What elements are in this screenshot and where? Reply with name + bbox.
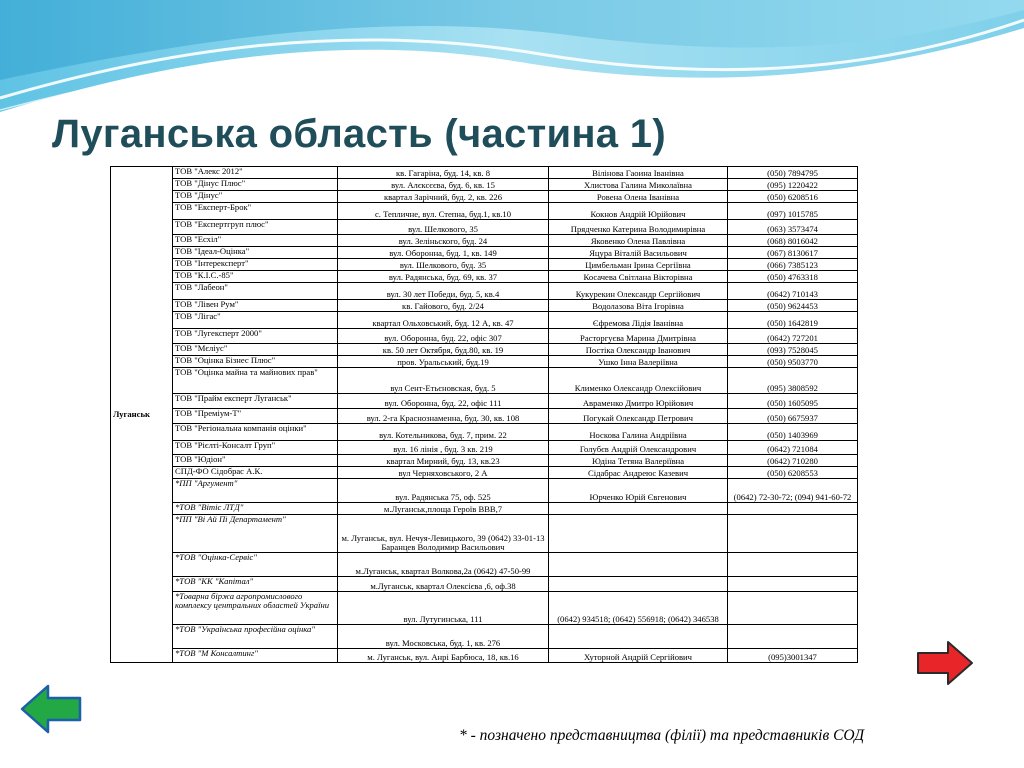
name-cell: *ТОВ "М Консалтинг" (173, 649, 338, 663)
table-row (111, 553, 858, 577)
name-cell: ТОВ "К.І.С.-85" (173, 271, 338, 283)
phone-cell (728, 503, 858, 515)
wave-header-decoration (0, 0, 1024, 120)
table-row (111, 441, 858, 455)
address-cell: квартал Ольховський, буд. 12 А, кв. 47 (338, 312, 549, 329)
table-row (111, 167, 858, 179)
table-row (111, 329, 858, 344)
slide-title: Луганська область (частина 1) (52, 112, 666, 156)
phone-cell: (050) 6208516 (728, 191, 858, 203)
address-cell: вул. Оборонна, буд. 1, кв. 149 (338, 247, 549, 259)
table-row (111, 312, 858, 329)
phone-cell: (067) 8130617 (728, 247, 858, 259)
name-cell: ТОВ "Лугексперт 2000" (173, 329, 338, 344)
phone-cell: (093) 7528045 (728, 344, 858, 356)
phone-cell (728, 592, 858, 625)
phone-cell: (066) 7385123 (728, 259, 858, 271)
director-cell: Єфремова Лідія Іванівна (549, 312, 728, 329)
director-cell: Яковенко Олена Павлівна (549, 235, 728, 247)
next-slide-button[interactable] (916, 640, 974, 686)
address-cell: вул. Оборонна, буд. 22, офіс 111 (338, 394, 549, 409)
name-cell: ТОВ "Алекс 2012" (173, 167, 338, 179)
director-cell: Носкова Галина Андріївна (549, 424, 728, 441)
phone-cell (728, 577, 858, 592)
name-cell: ТОВ "Прайм експерт Луганськ" (173, 394, 338, 409)
director-cell: Яцура Віталій Васильович (549, 247, 728, 259)
address-cell: кв. 50 лет Октября, буд.80, кв. 19 (338, 344, 549, 356)
table-row (111, 344, 858, 356)
phone-cell (728, 515, 858, 553)
director-cell: Ровена Олена Іванівна (549, 191, 728, 203)
address-cell: вул. 16 лінія , буд. 3 кв. 219 (338, 441, 549, 455)
director-cell: Клименко Олександр Олексійович (549, 368, 728, 394)
table-row (111, 503, 858, 515)
table-row (111, 247, 858, 259)
address-cell: вул. Радянська, буд. 69, кв. 37 (338, 271, 549, 283)
registry-table (110, 166, 858, 663)
director-cell: Вілінова Гаоина Іванівна (549, 167, 728, 179)
phone-cell: (068) 8016042 (728, 235, 858, 247)
address-cell: вул. Лутугинська, 111 (338, 592, 549, 625)
director-cell: Цимбельман Ірина Сергіївна (549, 259, 728, 271)
address-cell: вул. Алєксєєва, буд. 6, кв. 15 (338, 179, 549, 191)
name-cell: ТОВ "Есхіл" (173, 235, 338, 247)
director-cell: Косачева Світлана Вікторівна (549, 271, 728, 283)
name-cell: ТОВ "Лігас" (173, 312, 338, 329)
name-cell: ТОВ "Мєліус" (173, 344, 338, 356)
table-row (111, 424, 858, 441)
name-cell: ТОВ "Дінус Плюс" (173, 179, 338, 191)
phone-cell: (050) 6675937 (728, 409, 858, 424)
address-cell: вул Черняховського, 2 А (338, 467, 549, 479)
name-cell: *Товарна біржа агропромислового комплексу центральних областей України (173, 592, 338, 625)
phone-cell: (050) 6208553 (728, 467, 858, 479)
address-cell: квартал Зарічний, буд. 2, кв. 226 (338, 191, 549, 203)
table-row (111, 625, 858, 649)
address-cell: вул. Котельникова, буд. 7, прим. 22 (338, 424, 549, 441)
address-cell: кв. Гайового, буд. 2/24 (338, 300, 549, 312)
arrow-left-icon (22, 686, 80, 732)
director-cell: Водолазова Віта Ігорівна (549, 300, 728, 312)
director-cell: Авраменко Дмитро Юрійович (549, 394, 728, 409)
table-row (111, 479, 858, 503)
phone-cell: (050) 7894795 (728, 167, 858, 179)
address-cell: вул. Радянська 75, оф. 525 (338, 479, 549, 503)
table-row (111, 409, 858, 424)
address-cell: квартал Мирний, буд. 13, кв.23 (338, 455, 549, 467)
address-cell: вул. Зеліньского, буд. 24 (338, 235, 549, 247)
name-cell: *ПП "Аргумент" (173, 479, 338, 503)
address-cell: вул. 30 лет Победи, буд. 5, кв.4 (338, 283, 549, 300)
name-cell: ТОВ "Оцінка Бізнес Плюс" (173, 356, 338, 368)
director-cell: (0642) 934518; (0642) 556918; (0642) 346538 (549, 592, 728, 625)
director-cell (549, 503, 728, 515)
director-cell: Юдіна Тетяна Валеріївна (549, 455, 728, 467)
director-cell (549, 577, 728, 592)
name-cell: *ТОВ "Вітіс ЛТД" (173, 503, 338, 515)
phone-cell: (050) 9503770 (728, 356, 858, 368)
phone-cell: (0642) 727201 (728, 329, 858, 344)
name-cell: ТОВ "Ідеал-Оцінка" (173, 247, 338, 259)
table-row (111, 577, 858, 592)
director-cell: Сідабрас Андреюс Казевич (549, 467, 728, 479)
director-cell (549, 553, 728, 577)
director-cell: Постіка Олександр Іванович (549, 344, 728, 356)
director-cell: Прядченко Катерина Володимирівна (549, 220, 728, 235)
address-cell: вул. Шелкового, 35 (338, 220, 549, 235)
address-cell: вул Сент-Етьєновская, буд. 5 (338, 368, 549, 394)
name-cell: ТОВ "Експертгруп плюс" (173, 220, 338, 235)
phone-cell: (0642) 710143 (728, 283, 858, 300)
phone-cell: (095)3001347 (728, 649, 858, 663)
table-row (111, 300, 858, 312)
director-cell: Ушко Інна Валеріївна (549, 356, 728, 368)
phone-cell (728, 553, 858, 577)
arrow-right-icon (918, 642, 972, 684)
table-row (111, 467, 858, 479)
phone-cell: (063) 3573474 (728, 220, 858, 235)
table-row (111, 220, 858, 235)
region-cell: Луганськ (111, 167, 173, 663)
name-cell: ТОВ "Дінус" (173, 191, 338, 203)
name-cell: ТОВ "Експерт-Брок" (173, 203, 338, 220)
address-cell: кв. Гагаріна, буд. 14, кв. 8 (338, 167, 549, 179)
name-cell: ТОВ "Лабеон" (173, 283, 338, 300)
phone-cell: (0642) 72-30-72; (094) 941-60-72 (728, 479, 858, 503)
director-cell: Хуторной Андрій Сергійович (549, 649, 728, 663)
phone-cell: (050) 1642819 (728, 312, 858, 329)
address-cell: м.Луганськ,площа Героїв ВВВ,7 (338, 503, 549, 515)
address-cell: вул. Оборонна, буд. 22, офіс 307 (338, 329, 549, 344)
director-cell (549, 515, 728, 553)
name-cell: ТОВ "Регіональна компанія оцінки" (173, 424, 338, 441)
phone-cell: (050) 1605095 (728, 394, 858, 409)
director-cell: Расторгуєва Марина Дмитрівна (549, 329, 728, 344)
name-cell: ТОВ "Рієлті-Консалт Груп" (173, 441, 338, 455)
table-row (111, 649, 858, 663)
director-cell (549, 625, 728, 649)
table-row (111, 271, 858, 283)
name-cell: *ТОВ "КК "Капітал" (173, 577, 338, 592)
phone-cell: (095) 3808592 (728, 368, 858, 394)
address-cell: вул. Шелкового, буд. 35 (338, 259, 549, 271)
address-cell: вул. Московська, буд. 1, кв. 276 (338, 625, 549, 649)
table-row (111, 235, 858, 247)
address-cell: м. Луганськ, вул. Анрі Барбюса, 18, кв.16 (338, 649, 549, 663)
table-row (111, 368, 858, 394)
director-cell: Погукай Олександр Петрович (549, 409, 728, 424)
name-cell: ТОВ "Лівен Рум" (173, 300, 338, 312)
director-cell: Юрченко Юрій Євгенович (549, 479, 728, 503)
address-cell: с. Тепличне, вул. Степна, буд.1, кв.10 (338, 203, 549, 220)
table-row (111, 283, 858, 300)
name-cell: ТОВ "Оцінка майна та майнових прав" (173, 368, 338, 394)
table-row (111, 203, 858, 220)
address-cell: м.Луганськ, квартал Олексієва ,6, оф.38 (338, 577, 549, 592)
name-cell: ТОВ "Інтерексперт" (173, 259, 338, 271)
name-cell: ТОВ "Юдіон" (173, 455, 338, 467)
table-row (111, 455, 858, 467)
phone-cell: (0642) 710280 (728, 455, 858, 467)
table-row (111, 394, 858, 409)
address-cell: м. Луганськ, вул. Нечуя-Левицького, 39 (0642) 33-01-13 Баранцев Володимир Васильович (338, 515, 549, 553)
address-cell: м.Луганськ, квартал Волкова,2а (0642) 47-50-99 (338, 553, 549, 577)
director-cell: Хлистова Галина Миколаївна (549, 179, 728, 191)
table-row (111, 179, 858, 191)
table-row (111, 592, 858, 625)
prev-slide-button[interactable] (20, 684, 82, 734)
phone-cell: (050) 1403969 (728, 424, 858, 441)
name-cell: *ТОВ "Українська професійна оцінка" (173, 625, 338, 649)
address-cell: пров. Уральський, буд.19 (338, 356, 549, 368)
director-cell: Кокнов Андрій Юрійович (549, 203, 728, 220)
address-cell: вул. 2-га Краснознаменна, буд. 30, кв. 108 (338, 409, 549, 424)
name-cell: ТОВ "Преміум-Т" (173, 409, 338, 424)
name-cell: *ТОВ "Оцінка-Сервіс" (173, 553, 338, 577)
footnote: * - позначено представництва (філії) та представників СОД (459, 727, 865, 744)
phone-cell: (095) 1220422 (728, 179, 858, 191)
table-row (111, 191, 858, 203)
name-cell: *ПП "Ві Ай Пі Департамент" (173, 515, 338, 553)
phone-cell (728, 625, 858, 649)
phone-cell: (0642) 721084 (728, 441, 858, 455)
director-cell: Кукурекин Олександр Сергійович (549, 283, 728, 300)
name-cell: СПД-ФО Сідобрас А.К. (173, 467, 338, 479)
director-cell: Голубєв Андрій Олександрович (549, 441, 728, 455)
phone-cell: (050) 9624453 (728, 300, 858, 312)
phone-cell: (097) 1015785 (728, 203, 858, 220)
table-row (111, 515, 858, 553)
table-row (111, 259, 858, 271)
table-row (111, 356, 858, 368)
phone-cell: (050) 4763318 (728, 271, 858, 283)
